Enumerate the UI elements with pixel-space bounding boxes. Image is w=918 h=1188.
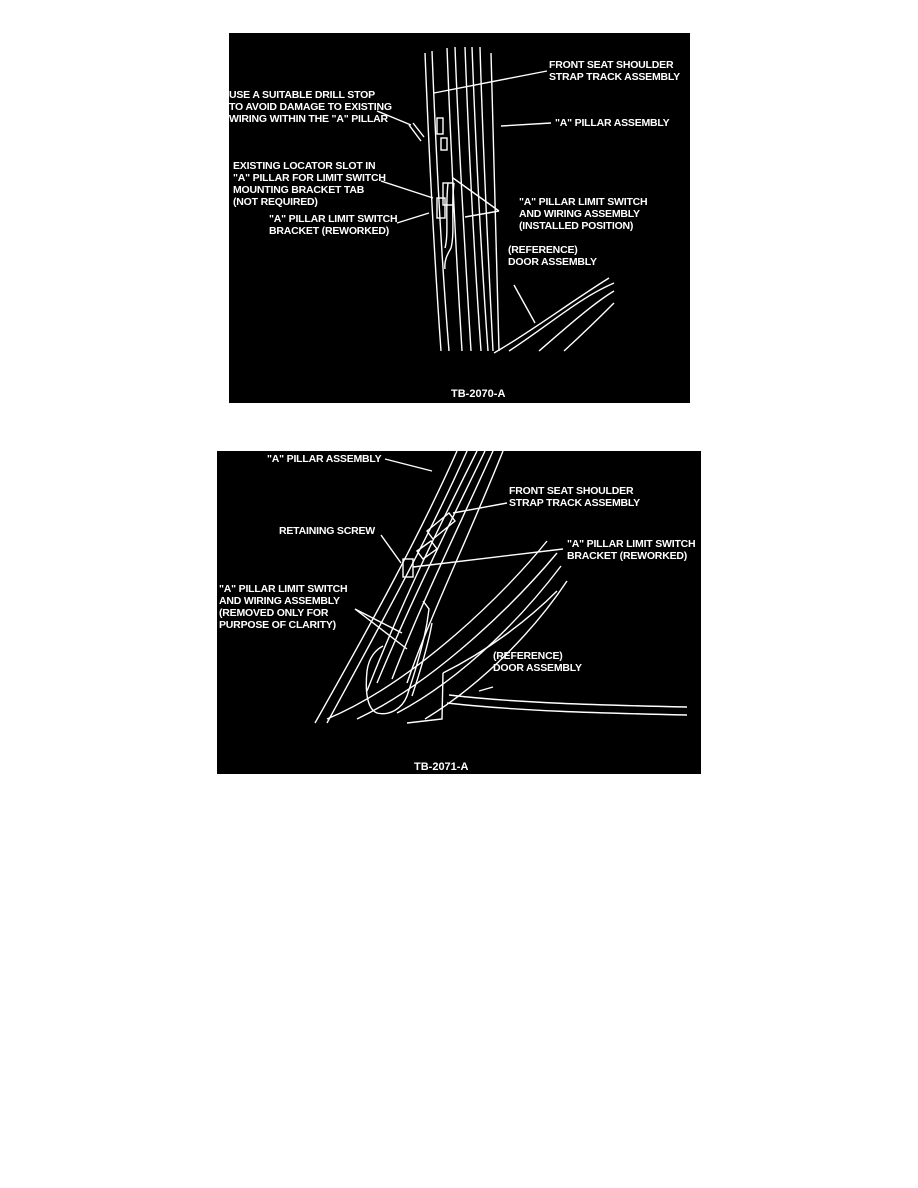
label-pillar-assembly: "A" PILLAR ASSEMBLY (555, 117, 670, 129)
label-drill-stop: USE A SUITABLE DRILL STOP TO AVOID DAMAGE TO EXISTING WIRING WITHIN THE "A" PILLAR (229, 89, 392, 125)
label-strap-track: FRONT SEAT SHOULDER STRAP TRACK ASSEMBLY (509, 485, 640, 509)
figure-removed-for-clarity (217, 451, 701, 774)
label-bracket-reworked: "A" PILLAR LIMIT SWITCH BRACKET (REWORKED) (567, 538, 696, 562)
label-pillar-assembly: "A" PILLAR ASSEMBLY (267, 453, 382, 465)
figure-caption: TB-2071-A (414, 761, 469, 773)
label-door-assembly: (REFERENCE) DOOR ASSEMBLY (508, 244, 597, 268)
label-retaining-screw: RETAINING SCREW (279, 525, 375, 537)
label-locator-slot: EXISTING LOCATOR SLOT IN "A" PILLAR FOR LIMIT SWITCH MOUNTING BRACKET TAB (NOT REQUIRED) (233, 160, 386, 208)
label-strap-track: FRONT SEAT SHOULDER STRAP TRACK ASSEMBLY (549, 59, 680, 83)
figure-caption: TB-2070-A (451, 388, 506, 400)
label-bracket-reworked: "A" PILLAR LIMIT SWITCH BRACKET (REWORKED) (269, 213, 398, 237)
label-limit-switch-wiring: "A" PILLAR LIMIT SWITCH AND WIRING ASSEMBLY (REMOVED ONLY FOR PURPOSE OF CLARITY) (219, 583, 348, 631)
figure-installed-position (229, 33, 690, 403)
label-limit-switch-wiring: "A" PILLAR LIMIT SWITCH AND WIRING ASSEMBLY (INSTALLED POSITION) (519, 196, 648, 232)
label-door-assembly: (REFERENCE) DOOR ASSEMBLY (493, 650, 582, 674)
